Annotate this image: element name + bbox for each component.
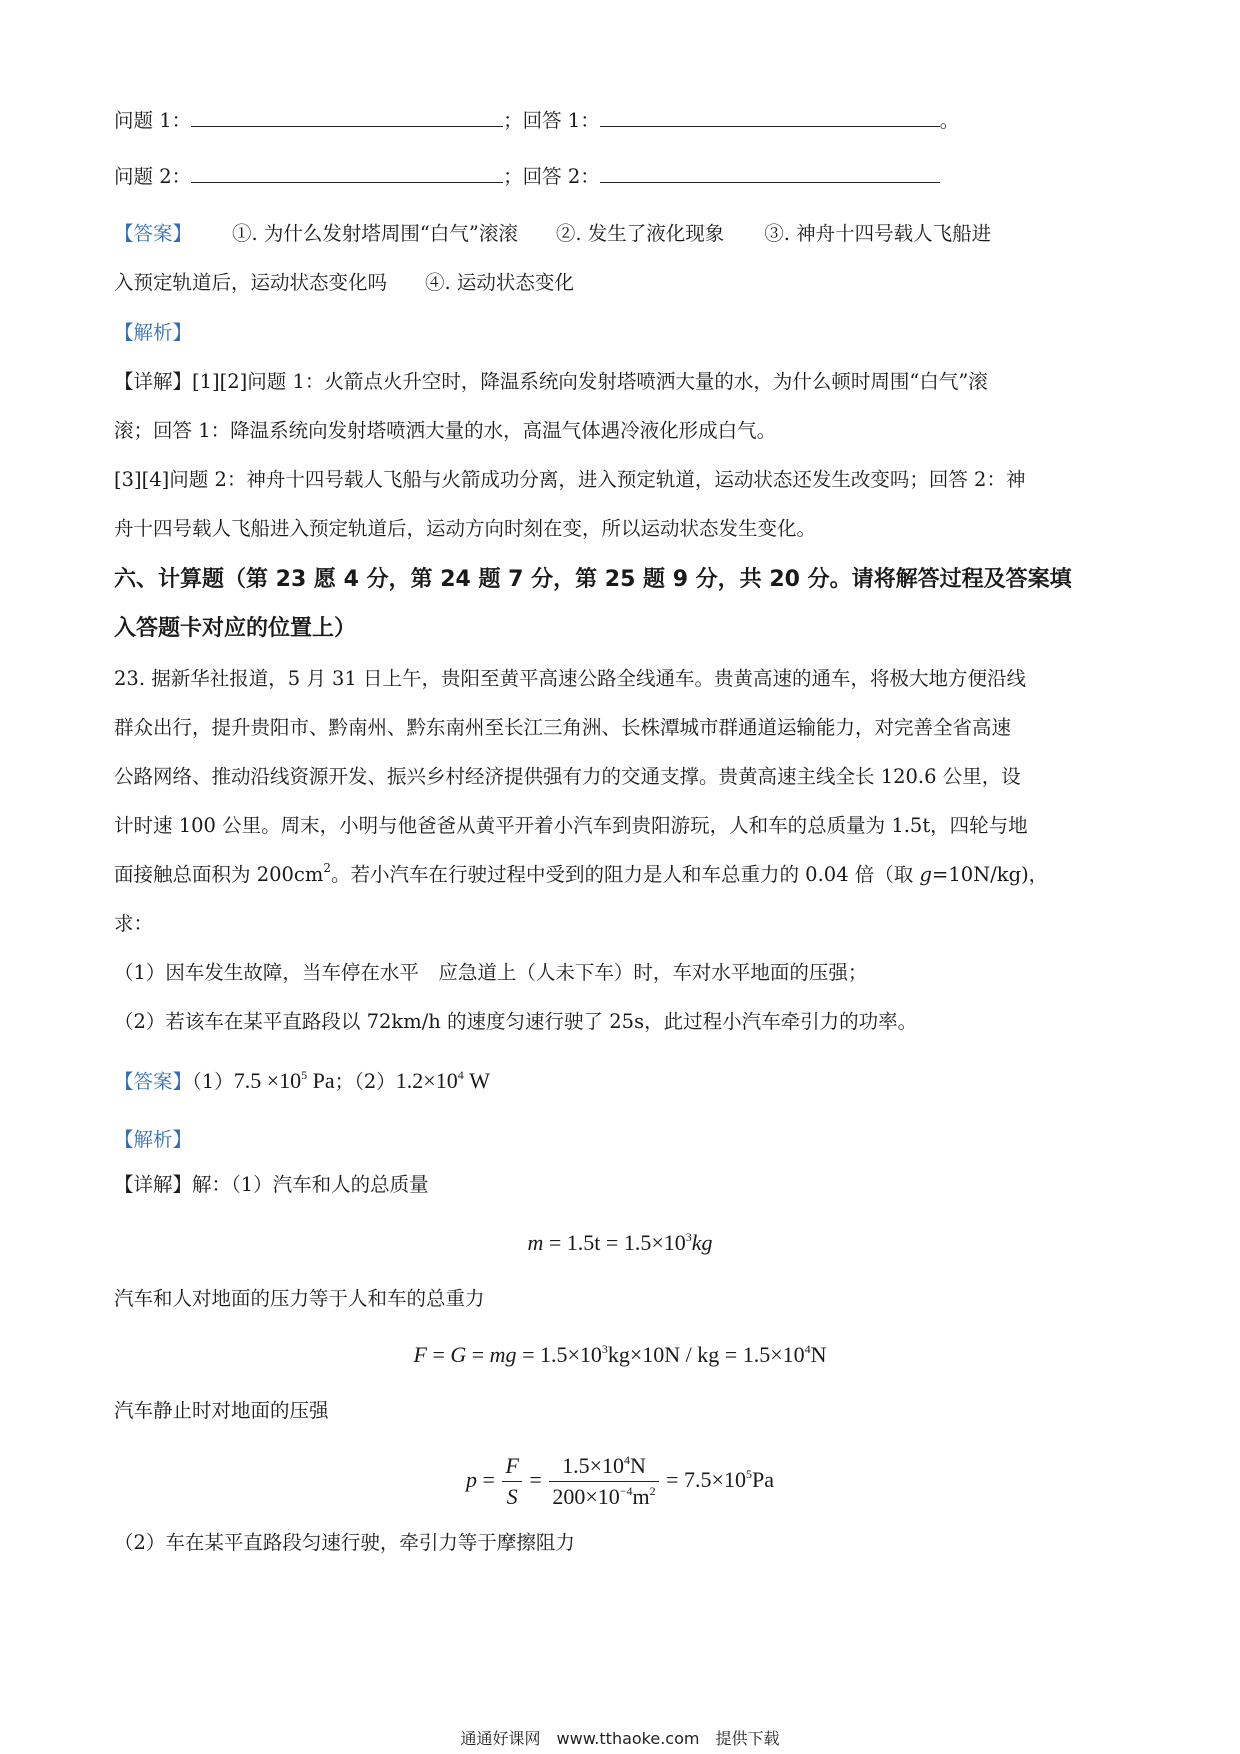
fraction-2-den-unit: m <box>632 1484 650 1510</box>
fraction-1-denominator: S <box>506 1484 518 1510</box>
formula-pressure <box>0 1450 1240 1510</box>
answer-item-4: ④. 运动状态变化 <box>425 271 574 294</box>
formula-force-eq2: = <box>466 1342 490 1367</box>
q23-answer-1-prefix: （1） <box>192 1070 234 1093</box>
fraction-2-num-exp: 4 <box>623 1453 630 1468</box>
answer-1-label: 回答 1： <box>522 109 600 132</box>
formula-mass-exp: 3 <box>685 1230 692 1244</box>
answer-1-blank[interactable] <box>600 104 940 127</box>
formula-force-part3: N <box>810 1342 827 1367</box>
separator-2: ； <box>503 165 523 188</box>
answer-block-1-line-1 <box>114 219 991 249</box>
formula-force-exp1: 3 <box>601 1342 608 1356</box>
q23-detail-2: 汽车和人对地面的压力等于人和车的总重力 <box>114 1287 485 1310</box>
formula-force <box>0 1340 1240 1370</box>
fraction-1-numerator: F <box>502 1453 521 1482</box>
formula-pressure-result-exp: 5 <box>745 1467 752 1481</box>
period-mark: 。 <box>939 109 960 132</box>
separator-1: ； <box>503 109 523 132</box>
answer-item-3: ③. 神舟十四号载人飞船进 <box>764 222 992 245</box>
question-2-line <box>114 160 940 192</box>
q23-line-5-a: 面接触总面积为 200cm <box>114 863 324 886</box>
answer-item-2: ②. 发生了液化现象 <box>555 222 725 245</box>
answer-label: 【答案】 <box>114 222 193 245</box>
q23-detail-1: 【详解】解：（1）汽车和人的总质量 <box>114 1173 429 1196</box>
q23-sub-1: （1）因车发生故障，当车停在水平 应急道上（人未下车）时，车对水平地面的压强； <box>114 961 868 984</box>
page-footer: 通通好课网 www.tthaoke.com 提供下载 <box>460 1729 780 1748</box>
formula-mass <box>0 1228 1240 1258</box>
q23-line-3: 公路网络、推动沿线资源开发、振兴乡村经济提供强有力的交通支撑。贵黄高速主线全长 120.6 公里，设 <box>114 765 1021 788</box>
q23-line-1: 23. 据新华社报道，5 月 31 日上午，贵阳至黄平高速公路全线通车。贵黄高速的通车，将极大地方便沿线 <box>114 667 1027 690</box>
q23-answer-1-value <box>234 1068 335 1093</box>
formula-pressure-result-unit: Pa <box>751 1467 774 1492</box>
fraction-2-num-base: 1.5×10 <box>562 1453 624 1479</box>
formula-mass-body: = 1.5t = 1.5×10 <box>543 1230 686 1255</box>
formula-pressure-result: = 7.5×10 <box>660 1467 746 1492</box>
q23-line-5-b: 。若小汽车在行驶过程中受到的阻力是人和车总重力的 0.04 倍（取 <box>330 863 920 886</box>
question-2-blank[interactable] <box>191 160 503 183</box>
fraction-values <box>549 1453 658 1510</box>
q23-line-2: 群众出行，提升贵阳市、黔南州、黔东南州至长江三角洲、长株潭城市群通道运输能力，对完善全省高速 <box>114 716 1012 739</box>
q23-line-5-sup: 2 <box>323 861 331 875</box>
fraction-2-den-unit-exp: 2 <box>649 1484 656 1499</box>
q23-detail-4: （2）车在某平直路段匀速行驶，牵引力等于摩擦阻力 <box>114 1531 575 1554</box>
analysis-label: 【解析】 <box>114 321 193 344</box>
detail-line-2: 滚；回答 1：降温系统向发射塔喷洒大量的水，高温气体遇冷液化形成白气。 <box>114 419 777 442</box>
q23-line-5-g: g <box>919 863 932 886</box>
fraction-2-num-unit: N <box>629 1453 646 1479</box>
q23-detail-3: 汽车静止时对地面的压强 <box>114 1399 329 1422</box>
q23-answer-2-unit: W <box>469 1068 490 1093</box>
fraction-F-over-S <box>502 1453 521 1510</box>
formula-mass-var: m <box>527 1230 544 1255</box>
q23-sub-2: （2）若该车在某平直路段以 72km/h 的速度匀速行驶了 25s，此过程小汽车牵引力的功率。 <box>114 1010 918 1033</box>
section-heading-line-2: 入答题卡对应的位置上） <box>114 616 357 641</box>
q23-answer-2-value <box>396 1068 490 1093</box>
section-heading-line-1: 六、计算题（第 23 愿 4 分，第 24 题 7 分，第 25 题 9 分，共 20 分。请将解答过程及答案填 <box>114 567 1072 592</box>
formula-force-mg: mg <box>489 1342 517 1367</box>
q23-answer-label: 【答案】 <box>114 1070 193 1093</box>
detail-line-4: 舟十四号载人飞船进入预定轨道后，运动方向时刻在变，所以运动状态发生变化。 <box>114 517 817 540</box>
q23-line-5 <box>114 860 1048 890</box>
formula-force-exp2: 4 <box>804 1342 811 1356</box>
detail-line-1: 【详解】[1][2]问题 1：火箭点火升空时，降温系统向发射塔喷洒大量的水，为什么顿时周围“白气”滚 <box>114 370 988 393</box>
fraction-2-numerator <box>549 1453 658 1482</box>
answer-block-1-line-2 <box>114 268 574 298</box>
formula-force-F: F <box>413 1342 427 1367</box>
q23-line-5-c: =10N/kg)， <box>931 863 1049 886</box>
question-1-line <box>114 104 959 136</box>
q23-line-4: 计时速 100 公里。周末，小明与他爸爸从黄平开着小汽车到贵阳游玩，人和车的总质量为 1.5t，四轮与地 <box>114 814 1028 837</box>
answer-item-3-cont: 入预定轨道后，运动状态变化吗 <box>114 271 388 294</box>
answer-item-1: ①. 为什么发射塔周围“白气”滚滚 <box>232 222 518 245</box>
detail-line-3: [3][4]问题 2：神舟十四号载人飞船与火箭成功分离，进入预定轨道，运动状态还发生改变吗；回答 2：神 <box>114 468 1026 491</box>
q23-answer-1-unit: Pa <box>312 1068 335 1093</box>
formula-pressure-eq2: = <box>523 1467 548 1492</box>
answer-2-label: 回答 2： <box>522 165 600 188</box>
formula-force-part2: kg×10N / kg = 1.5×10 <box>607 1342 805 1367</box>
q23-analysis-label: 【解析】 <box>114 1128 193 1151</box>
formula-mass-unit: kg <box>691 1230 713 1255</box>
question-1-blank[interactable] <box>191 104 503 127</box>
q23-answer-2-prefix: ；（2） <box>334 1070 396 1093</box>
answer-2-blank[interactable] <box>600 160 940 183</box>
formula-force-G: G <box>450 1342 467 1367</box>
formula-pressure-eq1: = <box>477 1467 501 1492</box>
q23-line-6: 求： <box>114 912 154 935</box>
formula-force-eq1: = <box>426 1342 451 1367</box>
fraction-2-den-base: 200×10 <box>552 1484 620 1510</box>
q23-answer-1-base: 7.5 ×10 <box>233 1068 302 1093</box>
q23-answer-2-base: 1.2×10 <box>395 1068 458 1093</box>
q23-answer-1-exp: 5 <box>301 1068 308 1082</box>
formula-force-part1: = 1.5×10 <box>516 1342 602 1367</box>
question-2-label: 问题 2： <box>114 165 192 188</box>
question-1-label: 问题 1： <box>114 109 192 132</box>
fraction-2-denominator <box>549 1482 658 1510</box>
q23-answer-2-exp: 4 <box>457 1068 464 1082</box>
fraction-2-den-exp: −4 <box>619 1484 633 1499</box>
q23-answer-line <box>114 1066 490 1097</box>
formula-pressure-p: p <box>466 1467 478 1492</box>
